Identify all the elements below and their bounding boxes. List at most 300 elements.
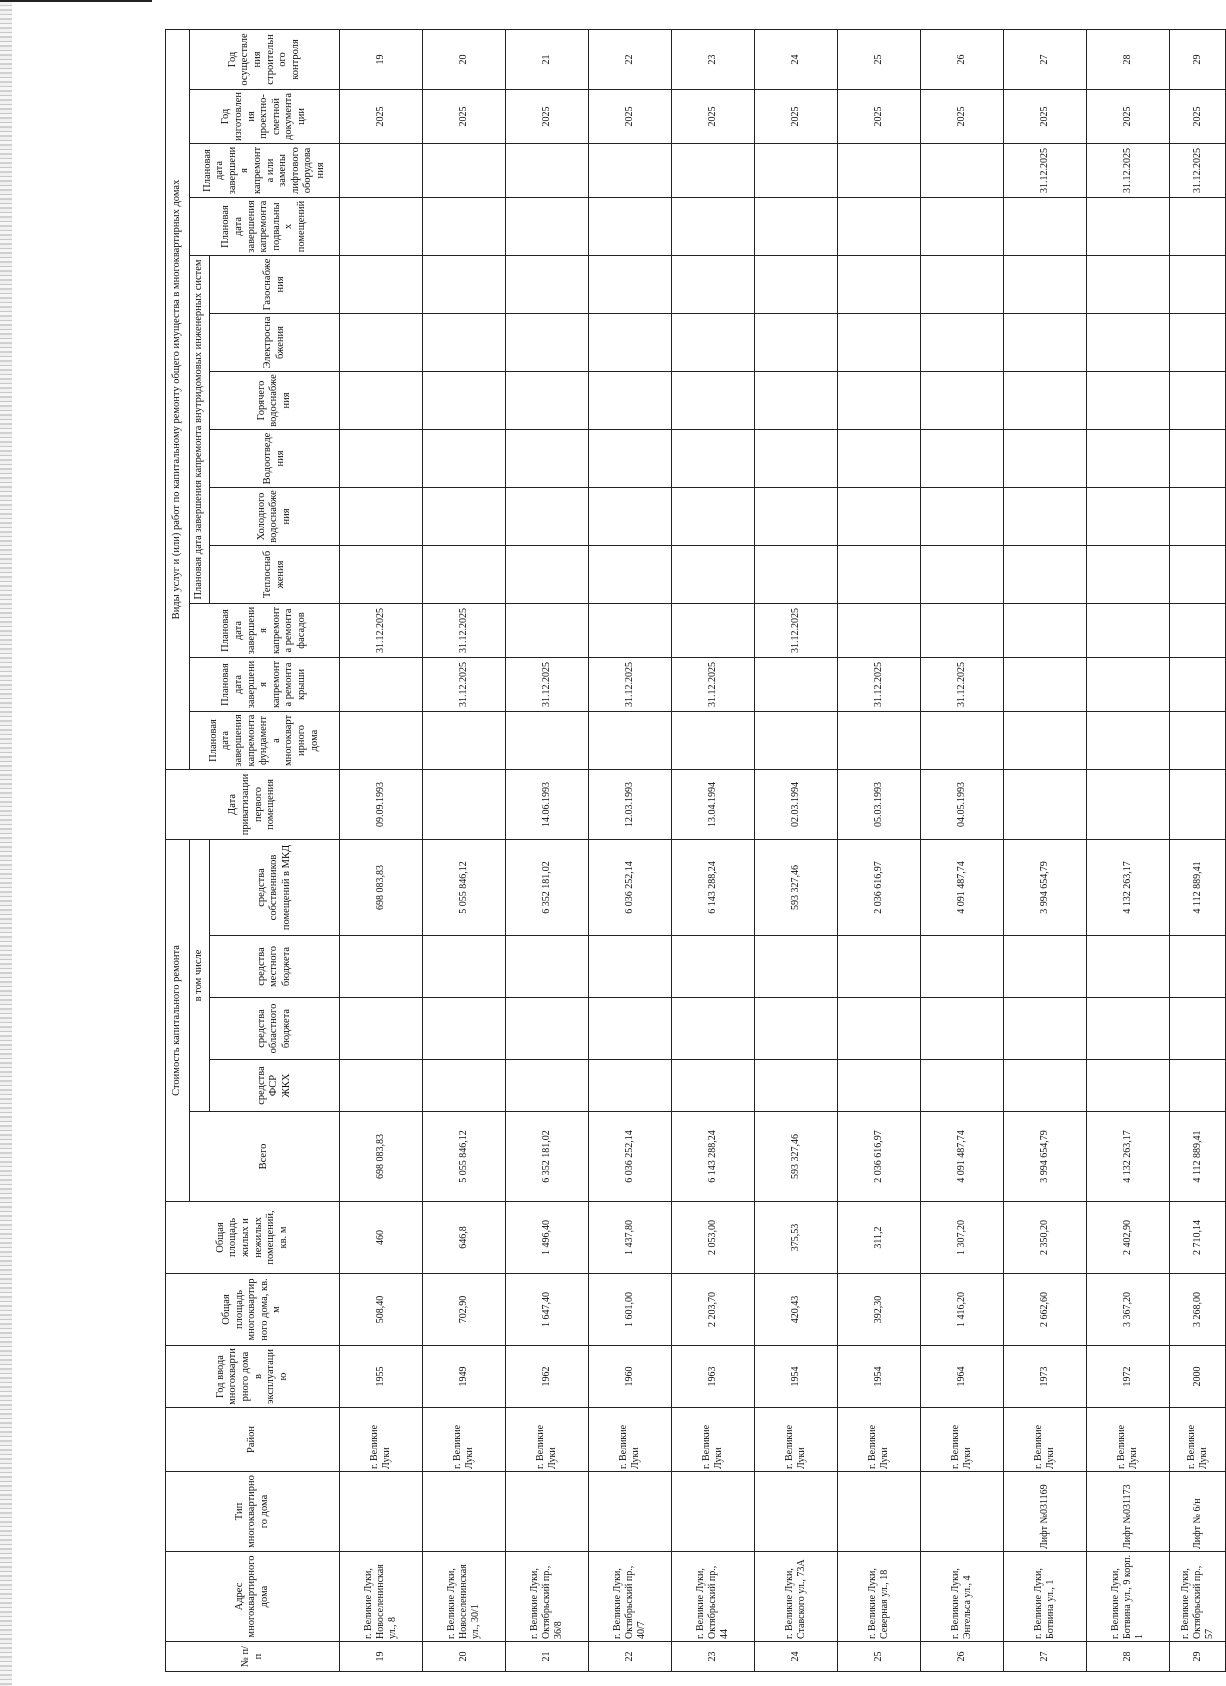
foundation-date-cell bbox=[1170, 711, 1226, 769]
gas-date-cell bbox=[755, 255, 838, 313]
house-type-cell bbox=[672, 1472, 755, 1552]
local-cost-cell bbox=[921, 936, 1004, 998]
address-cell: г. Великие Луки, Новоселенинская ул., 8 bbox=[340, 1552, 423, 1642]
header-fund: средства ФСР ЖКХ bbox=[210, 1060, 340, 1112]
control-year-cell: 20 bbox=[423, 29, 506, 89]
header-heat: Теплоснабжения bbox=[210, 545, 340, 603]
address-cell: г. Великие Луки, Октябрьский пр., 57 bbox=[1170, 1552, 1226, 1642]
basement-date-cell bbox=[1087, 197, 1170, 255]
regional-cost-cell bbox=[921, 998, 1004, 1060]
total-cost-cell: 6 352 181,02 bbox=[506, 1112, 589, 1202]
district-cell: г. Великие Луки bbox=[1170, 1408, 1226, 1472]
basement-date-cell bbox=[423, 197, 506, 255]
capital-repair-table bbox=[165, 29, 1226, 1672]
local-cost-cell bbox=[838, 936, 921, 998]
elevator-date-cell bbox=[838, 143, 921, 197]
row-number: 24 bbox=[755, 1642, 838, 1672]
premises-area-cell: 646,8 bbox=[423, 1202, 506, 1274]
header-roof: Плановая дата завершения капремонта ремонта крыши bbox=[190, 657, 340, 711]
gas-date-cell bbox=[672, 255, 755, 313]
total-area-cell: 508,40 bbox=[340, 1274, 423, 1346]
regional-cost-cell bbox=[1087, 998, 1170, 1060]
elevator-date-cell: 31.12.2025 bbox=[1087, 143, 1170, 197]
owners-cost-cell: 6 143 288,24 bbox=[672, 839, 755, 935]
facade-date-cell bbox=[1170, 603, 1226, 657]
header-facade: Плановая дата завершения капремонта ремонта фасадов bbox=[190, 603, 340, 657]
total-area-cell: 702,90 bbox=[423, 1274, 506, 1346]
total-area-cell: 420,43 bbox=[755, 1274, 838, 1346]
header-district: Район bbox=[166, 1408, 340, 1472]
table-header bbox=[166, 29, 340, 1671]
local-cost-cell bbox=[672, 936, 755, 998]
cold-water-date-cell bbox=[423, 487, 506, 545]
premises-area-cell: 311,2 bbox=[838, 1202, 921, 1274]
electric-date-cell bbox=[838, 313, 921, 371]
design-year-cell: 2025 bbox=[1170, 89, 1226, 143]
year-built-cell: 1954 bbox=[755, 1346, 838, 1408]
district-cell: г. Великие Луки bbox=[921, 1408, 1004, 1472]
privatization-date-cell bbox=[1087, 769, 1170, 839]
facade-date-cell bbox=[838, 603, 921, 657]
basement-date-cell bbox=[838, 197, 921, 255]
regional-cost-cell bbox=[340, 998, 423, 1060]
scan-edge bbox=[0, 0, 12, 1686]
control-year-cell: 27 bbox=[1004, 29, 1087, 89]
privatization-date-cell: 13.04.1994 bbox=[672, 769, 755, 839]
total-cost-cell: 698 083,83 bbox=[340, 1112, 423, 1202]
privatization-date-cell bbox=[423, 769, 506, 839]
header-privatization: Дата приватизации первого помещения bbox=[166, 769, 340, 839]
basement-date-cell bbox=[1170, 197, 1226, 255]
address-cell: г. Великие Луки, Ботвина ул., 1 bbox=[1004, 1552, 1087, 1642]
regional-cost-cell bbox=[755, 998, 838, 1060]
fund-cost-cell bbox=[423, 1060, 506, 1112]
sewer-date-cell bbox=[340, 429, 423, 487]
fund-cost-cell bbox=[1004, 1060, 1087, 1112]
local-cost-cell bbox=[589, 936, 672, 998]
owners-cost-cell: 593 327,46 bbox=[755, 839, 838, 935]
header-cold-water: Холодного водоснабжения bbox=[210, 487, 340, 545]
electric-date-cell bbox=[755, 313, 838, 371]
premises-area-cell: 460 bbox=[340, 1202, 423, 1274]
basement-date-cell bbox=[755, 197, 838, 255]
header-regional: средства областного бюджета bbox=[210, 998, 340, 1060]
district-cell: г. Великие Луки bbox=[340, 1408, 423, 1472]
address-cell: г. Великие Луки, Новоселенинская ул., 30/1 bbox=[423, 1552, 506, 1642]
design-year-cell: 2025 bbox=[506, 89, 589, 143]
district-cell: г. Великие Луки bbox=[672, 1408, 755, 1472]
foundation-date-cell bbox=[1087, 711, 1170, 769]
total-cost-cell: 3 994 654,79 bbox=[1004, 1112, 1087, 1202]
table-row bbox=[1087, 29, 1170, 1671]
header-total-area: Общая площадь многоквартирного дома, кв. м bbox=[166, 1274, 340, 1346]
control-year-cell: 29 bbox=[1170, 29, 1226, 89]
foundation-date-cell bbox=[1004, 711, 1087, 769]
district-cell: г. Великие Луки bbox=[423, 1408, 506, 1472]
total-area-cell: 3 268,00 bbox=[1170, 1274, 1226, 1346]
regional-cost-cell bbox=[506, 998, 589, 1060]
gas-date-cell bbox=[1004, 255, 1087, 313]
basement-date-cell bbox=[672, 197, 755, 255]
total-area-cell: 392,30 bbox=[838, 1274, 921, 1346]
total-area-cell: 1 601,00 bbox=[589, 1274, 672, 1346]
rotated-page bbox=[165, 33, 1215, 1672]
cold-water-date-cell bbox=[755, 487, 838, 545]
gas-date-cell bbox=[1170, 255, 1226, 313]
roof-date-cell bbox=[1004, 657, 1087, 711]
hot-water-date-cell bbox=[1087, 371, 1170, 429]
electric-date-cell bbox=[1004, 313, 1087, 371]
table-row bbox=[506, 29, 589, 1671]
total-area-cell: 1 647,40 bbox=[506, 1274, 589, 1346]
header-cost-group: Стоимость капитального ремонта bbox=[166, 839, 190, 1201]
house-type-cell bbox=[506, 1472, 589, 1552]
year-built-cell: 1973 bbox=[1004, 1346, 1087, 1408]
privatization-date-cell: 04.05.1993 bbox=[921, 769, 1004, 839]
design-year-cell: 2025 bbox=[755, 89, 838, 143]
row-number: 20 bbox=[423, 1642, 506, 1672]
control-year-cell: 28 bbox=[1087, 29, 1170, 89]
local-cost-cell bbox=[755, 936, 838, 998]
district-cell: г. Великие Луки bbox=[1004, 1408, 1087, 1472]
header-total: Всего bbox=[190, 1112, 340, 1202]
elevator-date-cell bbox=[423, 143, 506, 197]
table-row bbox=[1170, 29, 1226, 1671]
house-type-cell bbox=[589, 1472, 672, 1552]
owners-cost-cell: 6 352 181,02 bbox=[506, 839, 589, 935]
row-number: 19 bbox=[340, 1642, 423, 1672]
gas-date-cell bbox=[340, 255, 423, 313]
heat-date-cell bbox=[1170, 545, 1226, 603]
facade-date-cell: 31.12.2025 bbox=[423, 603, 506, 657]
elevator-date-cell: 31.12.2025 bbox=[1170, 143, 1226, 197]
header-local: средства местного бюджета bbox=[210, 936, 340, 998]
total-cost-cell: 6 143 288,24 bbox=[672, 1112, 755, 1202]
elevator-date-cell bbox=[921, 143, 1004, 197]
row-number: 22 bbox=[589, 1642, 672, 1672]
privatization-date-cell bbox=[1170, 769, 1226, 839]
roof-date-cell: 31.12.2025 bbox=[838, 657, 921, 711]
cold-water-date-cell bbox=[1087, 487, 1170, 545]
cold-water-date-cell bbox=[672, 487, 755, 545]
sewer-date-cell bbox=[1087, 429, 1170, 487]
scan-top-line bbox=[0, 0, 152, 2]
address-cell: г. Великие Луки, Октябрьский пр., 40/7 bbox=[589, 1552, 672, 1642]
sewer-date-cell bbox=[672, 429, 755, 487]
heat-date-cell bbox=[1087, 545, 1170, 603]
premises-area-cell: 1 437,80 bbox=[589, 1202, 672, 1274]
premises-area-cell: 1 307,20 bbox=[921, 1202, 1004, 1274]
facade-date-cell: 31.12.2025 bbox=[755, 603, 838, 657]
foundation-date-cell bbox=[755, 711, 838, 769]
control-year-cell: 25 bbox=[838, 29, 921, 89]
header-design-year: Год изготовления проектно-сметной документации bbox=[190, 89, 340, 143]
regional-cost-cell bbox=[1170, 998, 1226, 1060]
sewer-date-cell bbox=[1170, 429, 1226, 487]
electric-date-cell bbox=[1087, 313, 1170, 371]
local-cost-cell bbox=[340, 936, 423, 998]
heat-date-cell bbox=[838, 545, 921, 603]
district-cell: г. Великие Луки bbox=[589, 1408, 672, 1472]
sewer-date-cell bbox=[921, 429, 1004, 487]
owners-cost-cell: 4 091 487,74 bbox=[921, 839, 1004, 935]
control-year-cell: 22 bbox=[589, 29, 672, 89]
local-cost-cell bbox=[1087, 936, 1170, 998]
roof-date-cell bbox=[755, 657, 838, 711]
facade-date-cell bbox=[506, 603, 589, 657]
owners-cost-cell: 698 083,83 bbox=[340, 839, 423, 935]
cold-water-date-cell bbox=[1170, 487, 1226, 545]
privatization-date-cell: 05.03.1993 bbox=[838, 769, 921, 839]
total-area-cell: 2 203,70 bbox=[672, 1274, 755, 1346]
hot-water-date-cell bbox=[838, 371, 921, 429]
cold-water-date-cell bbox=[506, 487, 589, 545]
electric-date-cell bbox=[340, 313, 423, 371]
roof-date-cell: 31.12.2025 bbox=[506, 657, 589, 711]
row-number: 29 bbox=[1170, 1642, 1226, 1672]
control-year-cell: 26 bbox=[921, 29, 1004, 89]
foundation-date-cell bbox=[838, 711, 921, 769]
heat-date-cell bbox=[589, 545, 672, 603]
regional-cost-cell bbox=[672, 998, 755, 1060]
heat-date-cell bbox=[921, 545, 1004, 603]
foundation-date-cell bbox=[672, 711, 755, 769]
gas-date-cell bbox=[921, 255, 1004, 313]
table-row bbox=[589, 29, 672, 1671]
regional-cost-cell bbox=[589, 998, 672, 1060]
facade-date-cell bbox=[672, 603, 755, 657]
foundation-date-cell bbox=[340, 711, 423, 769]
electric-date-cell bbox=[589, 313, 672, 371]
header-control-year: Год осуществления строительного контроля bbox=[190, 29, 340, 89]
header-year-built: Год ввода многоквартирного дома в эксплуатацию bbox=[166, 1346, 340, 1408]
row-number: 25 bbox=[838, 1642, 921, 1672]
owners-cost-cell: 3 994 654,79 bbox=[1004, 839, 1087, 935]
house-type-cell: Лифт №031169 bbox=[1004, 1472, 1087, 1552]
control-year-cell: 21 bbox=[506, 29, 589, 89]
year-built-cell: 1963 bbox=[672, 1346, 755, 1408]
roof-date-cell: 31.12.2025 bbox=[921, 657, 1004, 711]
gas-date-cell bbox=[423, 255, 506, 313]
roof-date-cell bbox=[340, 657, 423, 711]
electric-date-cell bbox=[672, 313, 755, 371]
elevator-date-cell bbox=[506, 143, 589, 197]
year-built-cell: 1962 bbox=[506, 1346, 589, 1408]
design-year-cell: 2025 bbox=[838, 89, 921, 143]
fund-cost-cell bbox=[506, 1060, 589, 1112]
total-cost-cell: 4 132 263,17 bbox=[1087, 1112, 1170, 1202]
address-cell: г. Великие Луки, Октябрьский пр., 36/8 bbox=[506, 1552, 589, 1642]
owners-cost-cell: 6 036 252,14 bbox=[589, 839, 672, 935]
privatization-date-cell: 14.06.1993 bbox=[506, 769, 589, 839]
total-cost-cell: 593 327,46 bbox=[755, 1112, 838, 1202]
foundation-date-cell bbox=[506, 711, 589, 769]
basement-date-cell bbox=[921, 197, 1004, 255]
facade-date-cell bbox=[1087, 603, 1170, 657]
total-cost-cell: 4 091 487,74 bbox=[921, 1112, 1004, 1202]
hot-water-date-cell bbox=[755, 371, 838, 429]
fund-cost-cell bbox=[1170, 1060, 1226, 1112]
fund-cost-cell bbox=[340, 1060, 423, 1112]
sewer-date-cell bbox=[423, 429, 506, 487]
total-area-cell: 3 367,20 bbox=[1087, 1274, 1170, 1346]
sewer-date-cell bbox=[838, 429, 921, 487]
facade-date-cell: 31.12.2025 bbox=[340, 603, 423, 657]
heat-date-cell bbox=[672, 545, 755, 603]
control-year-cell: 19 bbox=[340, 29, 423, 89]
fund-cost-cell bbox=[672, 1060, 755, 1112]
basement-date-cell bbox=[589, 197, 672, 255]
elevator-date-cell: 31.12.2025 bbox=[1004, 143, 1087, 197]
row-number: 28 bbox=[1087, 1642, 1170, 1672]
hot-water-date-cell bbox=[423, 371, 506, 429]
house-type-cell bbox=[838, 1472, 921, 1552]
table-row bbox=[1004, 29, 1087, 1671]
design-year-cell: 2025 bbox=[1004, 89, 1087, 143]
address-cell: г. Великие Луки, Ботвина ул., 9 корп. 1 bbox=[1087, 1552, 1170, 1642]
row-number: 21 bbox=[506, 1642, 589, 1672]
house-type-cell: Лифт № 6/н bbox=[1170, 1472, 1226, 1552]
district-cell: г. Великие Луки bbox=[506, 1408, 589, 1472]
gas-date-cell bbox=[1087, 255, 1170, 313]
roof-date-cell bbox=[1087, 657, 1170, 711]
heat-date-cell bbox=[340, 545, 423, 603]
owners-cost-cell: 5 055 846,12 bbox=[423, 839, 506, 935]
house-type-cell bbox=[921, 1472, 1004, 1552]
total-area-cell: 2 662,60 bbox=[1004, 1274, 1087, 1346]
hot-water-date-cell bbox=[589, 371, 672, 429]
roof-date-cell: 31.12.2025 bbox=[423, 657, 506, 711]
facade-date-cell bbox=[1004, 603, 1087, 657]
privatization-date-cell bbox=[1004, 769, 1087, 839]
foundation-date-cell bbox=[423, 711, 506, 769]
foundation-date-cell bbox=[589, 711, 672, 769]
cold-water-date-cell bbox=[838, 487, 921, 545]
foundation-date-cell bbox=[921, 711, 1004, 769]
total-area-cell: 1 416,20 bbox=[921, 1274, 1004, 1346]
row-number: 23 bbox=[672, 1642, 755, 1672]
header-systems-group: Плановая дата завершения капремонта внутридомовых инженерных систем bbox=[190, 255, 210, 603]
privatization-date-cell: 09.09.1993 bbox=[340, 769, 423, 839]
fund-cost-cell bbox=[589, 1060, 672, 1112]
table-body bbox=[340, 29, 1226, 1671]
privatization-date-cell: 02.03.1994 bbox=[755, 769, 838, 839]
address-cell: г. Великие Луки, Ставского ул., 73А bbox=[755, 1552, 838, 1642]
sewer-date-cell bbox=[1004, 429, 1087, 487]
header-elevator: Плановая дата завершения капремонта или замены лифтового оборудования bbox=[190, 143, 340, 197]
basement-date-cell bbox=[506, 197, 589, 255]
header-owners: средства собственников помещений в МКД bbox=[210, 839, 340, 935]
cold-water-date-cell bbox=[589, 487, 672, 545]
design-year-cell: 2025 bbox=[589, 89, 672, 143]
district-cell: г. Великие Луки bbox=[1087, 1408, 1170, 1472]
cold-water-date-cell bbox=[1004, 487, 1087, 545]
heat-date-cell bbox=[506, 545, 589, 603]
design-year-cell: 2025 bbox=[672, 89, 755, 143]
roof-date-cell: 31.12.2025 bbox=[589, 657, 672, 711]
hot-water-date-cell bbox=[921, 371, 1004, 429]
header-hot-water: Горячего водоснабжения bbox=[210, 371, 340, 429]
header-num: № п/п bbox=[166, 1642, 340, 1672]
local-cost-cell bbox=[1004, 936, 1087, 998]
year-built-cell: 1949 bbox=[423, 1346, 506, 1408]
table-row bbox=[340, 29, 423, 1671]
owners-cost-cell: 4 112 889,41 bbox=[1170, 839, 1226, 935]
row-number: 26 bbox=[921, 1642, 1004, 1672]
electric-date-cell bbox=[921, 313, 1004, 371]
header-foundation: Плановая дата завершения капремонта фундамента многоквартирного дома bbox=[190, 711, 340, 769]
total-cost-cell: 2 036 616,97 bbox=[838, 1112, 921, 1202]
facade-date-cell bbox=[589, 603, 672, 657]
address-cell: г. Великие Луки, Северная ул., 18 bbox=[838, 1552, 921, 1642]
owners-cost-cell: 2 036 616,97 bbox=[838, 839, 921, 935]
year-built-cell: 1960 bbox=[589, 1346, 672, 1408]
roof-date-cell bbox=[1170, 657, 1226, 711]
fund-cost-cell bbox=[838, 1060, 921, 1112]
premises-area-cell: 1 496,40 bbox=[506, 1202, 589, 1274]
table-row bbox=[755, 29, 838, 1671]
gas-date-cell bbox=[838, 255, 921, 313]
electric-date-cell bbox=[1170, 313, 1226, 371]
table-row bbox=[838, 29, 921, 1671]
elevator-date-cell bbox=[755, 143, 838, 197]
gas-date-cell bbox=[589, 255, 672, 313]
cold-water-date-cell bbox=[340, 487, 423, 545]
heat-date-cell bbox=[1004, 545, 1087, 603]
local-cost-cell bbox=[506, 936, 589, 998]
roof-date-cell: 31.12.2025 bbox=[672, 657, 755, 711]
premises-area-cell: 2 710,14 bbox=[1170, 1202, 1226, 1274]
sewer-date-cell bbox=[589, 429, 672, 487]
hot-water-date-cell bbox=[672, 371, 755, 429]
design-year-cell: 2025 bbox=[340, 89, 423, 143]
regional-cost-cell bbox=[423, 998, 506, 1060]
table-row bbox=[672, 29, 755, 1671]
district-cell: г. Великие Луки bbox=[755, 1408, 838, 1472]
control-year-cell: 24 bbox=[755, 29, 838, 89]
year-built-cell: 1955 bbox=[340, 1346, 423, 1408]
house-type-cell bbox=[340, 1472, 423, 1552]
hot-water-date-cell bbox=[506, 371, 589, 429]
premises-area-cell: 2 053,00 bbox=[672, 1202, 755, 1274]
electric-date-cell bbox=[423, 313, 506, 371]
fund-cost-cell bbox=[1087, 1060, 1170, 1112]
total-cost-cell: 4 112 889,41 bbox=[1170, 1112, 1226, 1202]
premises-area-cell: 2 402,90 bbox=[1087, 1202, 1170, 1274]
sewer-date-cell bbox=[755, 429, 838, 487]
header-works-group: Виды услуг и (или) работ по капитальному ремонту общего имущества в многоквартирных домах bbox=[166, 29, 190, 769]
header-house-type: Тип многоквартирного дома bbox=[166, 1472, 340, 1552]
fund-cost-cell bbox=[755, 1060, 838, 1112]
header-sewer: Водоотведения bbox=[210, 429, 340, 487]
year-built-cell: 1954 bbox=[838, 1346, 921, 1408]
header-premises-area: Общая площадь жилых и нежилых помещений, кв. м bbox=[166, 1202, 340, 1274]
regional-cost-cell bbox=[838, 998, 921, 1060]
local-cost-cell bbox=[1170, 936, 1226, 998]
premises-area-cell: 375,53 bbox=[755, 1202, 838, 1274]
basement-date-cell bbox=[340, 197, 423, 255]
year-built-cell: 2000 bbox=[1170, 1346, 1226, 1408]
total-cost-cell: 6 036 252,14 bbox=[589, 1112, 672, 1202]
gas-date-cell bbox=[506, 255, 589, 313]
header-incl: в том числе bbox=[190, 839, 210, 1111]
design-year-cell: 2025 bbox=[1087, 89, 1170, 143]
year-built-cell: 1964 bbox=[921, 1346, 1004, 1408]
local-cost-cell bbox=[423, 936, 506, 998]
hot-water-date-cell bbox=[340, 371, 423, 429]
control-year-cell: 23 bbox=[672, 29, 755, 89]
electric-date-cell bbox=[506, 313, 589, 371]
